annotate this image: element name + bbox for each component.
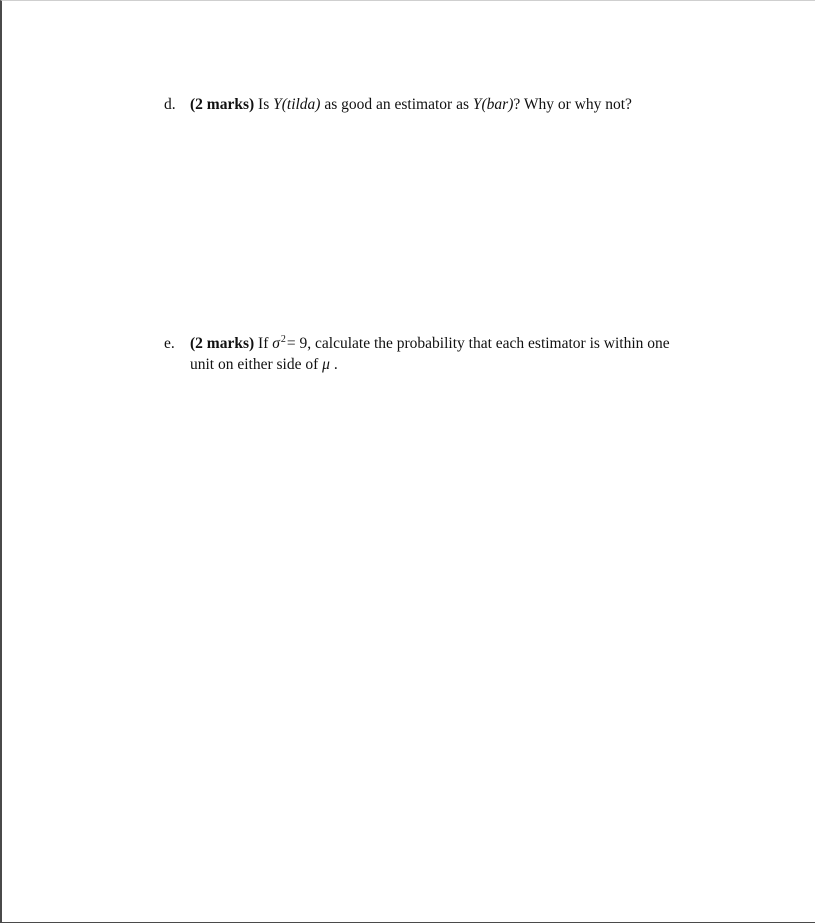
marks-label: (2 marks) [190,335,255,352]
question-letter: d. [164,96,176,113]
question-line [190,334,724,355]
text-segment: unit on either side of [190,356,323,373]
text-segment: as good an estimator as [320,96,473,113]
text-segment: If [254,335,273,352]
symbol-mu: μ [322,356,330,373]
symbol-y-bar: Y(bar) [472,96,514,113]
marks-label: (2 marks) [190,96,255,113]
text-segment: = 9, calculate the probability that each estimator is within one [286,335,670,352]
question-text [190,95,724,114]
text-segment: Is [254,96,274,113]
superscript: 2 [280,334,286,345]
text-segment: ? Why or why not? [513,96,632,113]
symbol-y-tilda: Y(tilda) [273,96,321,113]
symbol-sigma: σ [272,335,280,352]
text-segment: . [329,356,338,373]
question-line [190,95,724,114]
question-line [190,355,724,374]
question-letter: e. [164,335,175,352]
question-text [190,334,724,374]
